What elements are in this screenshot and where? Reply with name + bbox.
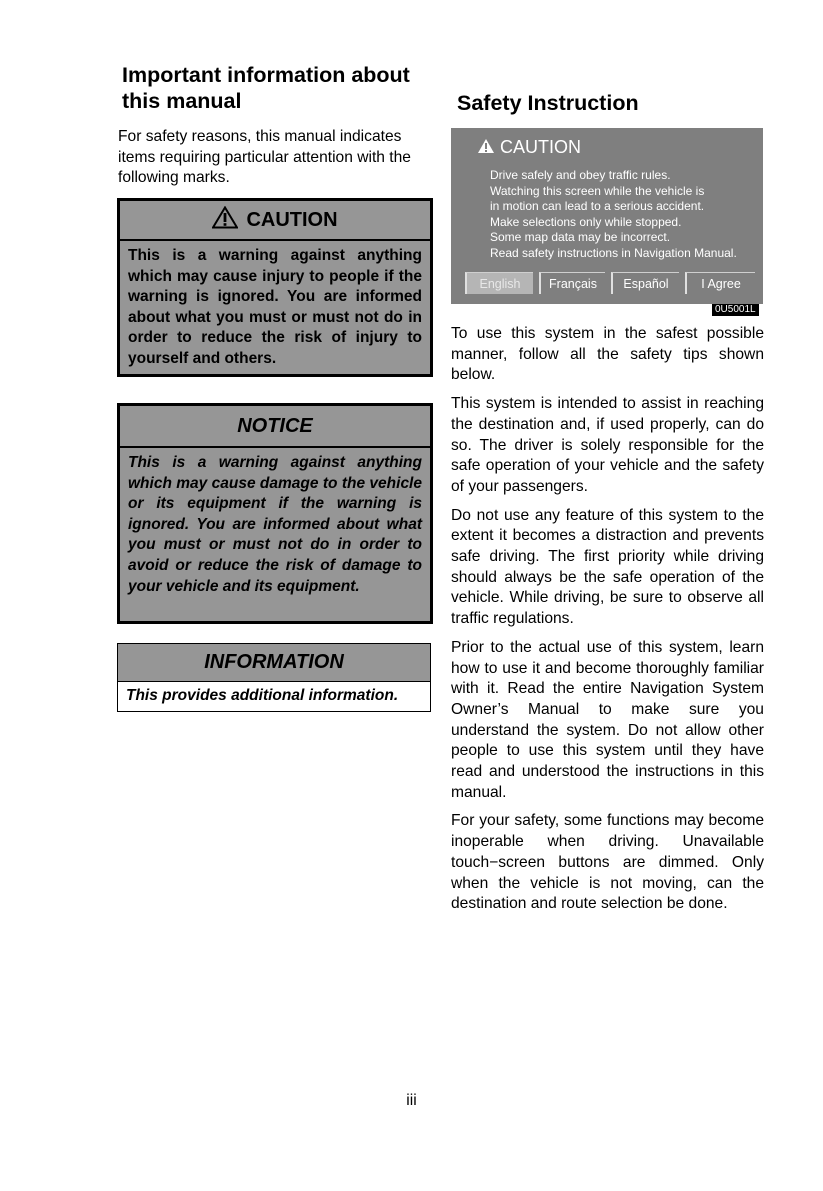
screen-line: Read safety instructions in Navigation Manual. (490, 245, 737, 260)
safety-paragraph: For your safety, some functions may become inoperable when driving. Unavailable touch−screen buttons are dimmed. Only when the vehicle is not moving, can the destination and route selection be done. (451, 812, 764, 913)
screen-button-row (465, 272, 755, 294)
section-heading-safety: Safety Instruction (457, 91, 639, 115)
safety-paragraph: Prior to the actual use of this system, learn how to use it and become thoroughly familiar with it. Read the entire Navigation System Owner’s Manual to make sure you understand the system. Do not allow other people to use this system until they have read and understood the instructions in this manual. (451, 638, 764, 801)
figure-label: 0U5001L (712, 304, 759, 316)
warning-triangle-icon (212, 204, 238, 242)
screen-line: Make selections only while stopped. (490, 214, 682, 229)
safety-paragraph: Do not use any feature of this system to the extent it becomes a distraction and prevents safe driving. The first priority while driving should always be the safe operation of the vehicle. While driving, be sure to observe all traffic regulations. (451, 506, 764, 628)
safety-paragraph: This system is intended to assist in reaching the destination and, if used properly, can do so. The driver is solely responsible for the safe operation of your vehicle and the safety of your passengers. (451, 395, 764, 495)
notice-header: NOTICE (120, 406, 430, 448)
information-text: This provides additional information. (126, 687, 399, 704)
screen-line: Drive safely and obey traffic rules. (490, 168, 671, 182)
notice-box (117, 403, 433, 624)
i-agree-button[interactable]: I Agree (685, 272, 755, 294)
caution-box (117, 198, 433, 377)
warning-triangle-icon (477, 137, 500, 157)
screen-line: in motion can lead to a serious accident. (490, 199, 705, 214)
information-box (117, 643, 431, 712)
screen-caution-title: CAUTION (477, 136, 581, 158)
notice-text: This is a warning against anything which may cause damage to the vehicle or its equipment if the warning is ignored. You are informed about what you must or must not do in order to avoid or reduce the risk of damage to your vehicle and its equipment. (128, 454, 422, 595)
safety-paragraph: To use this system in the safest possible manner, follow all the safety tips shown below. (451, 325, 764, 384)
intro-paragraph: For safety reasons, this manual indicates items requiring particular attention with the following marks. (118, 128, 411, 186)
information-header: INFORMATION (118, 644, 430, 682)
caution-title: CAUTION (246, 209, 338, 231)
screen-line: Some map data may be incorrect. (490, 230, 671, 245)
francais-button[interactable]: Français (539, 272, 605, 294)
screen-line: Watching this screen while the vehicle is (490, 183, 705, 198)
screen-warning-lines (490, 168, 755, 262)
caution-header (120, 201, 430, 241)
safety-body (451, 324, 764, 923)
caution-text: This is a warning against anything which may cause injury to people if the warning is ignored. You are informed about what you must or must not do in order to reduce the risk of injury to yourself and others. (128, 247, 422, 367)
espanol-button[interactable]: Español (611, 272, 679, 294)
section-heading-important-info: Important information about this manual (122, 63, 410, 113)
caution-screen-image (451, 128, 763, 304)
english-button[interactable]: English (465, 272, 533, 294)
page-number: iii (406, 1092, 417, 1109)
